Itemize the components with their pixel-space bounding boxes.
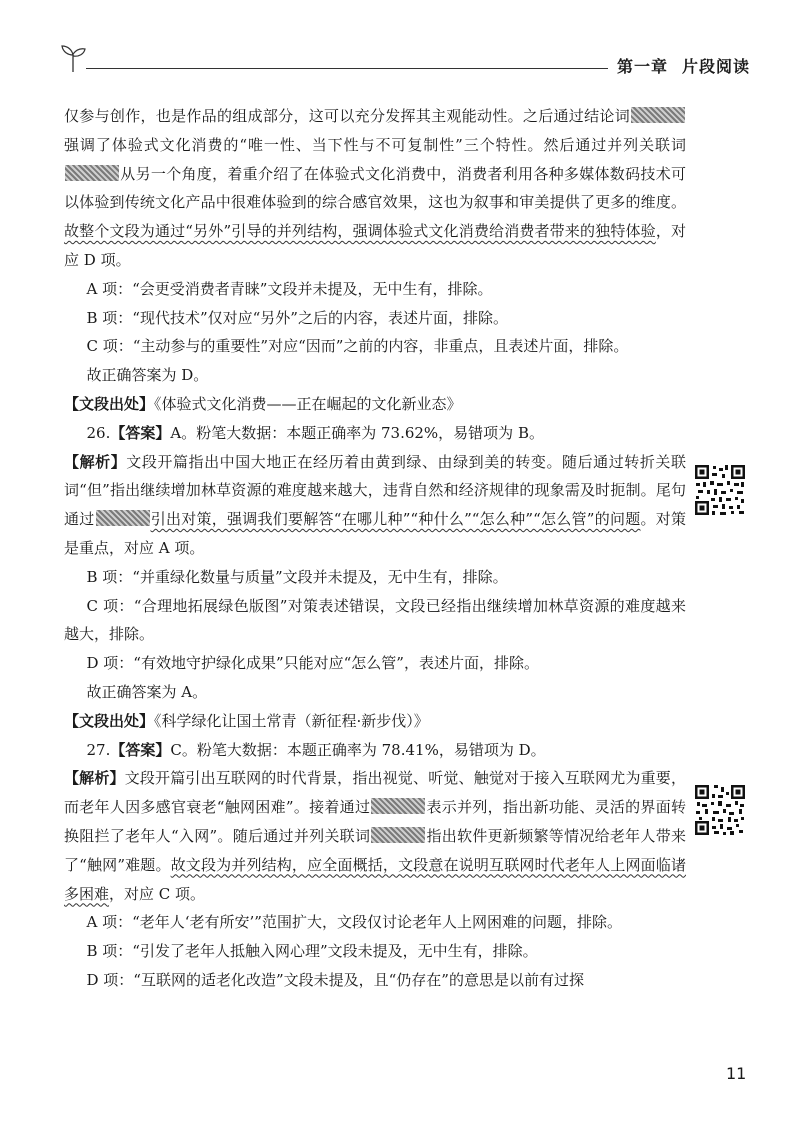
option-b: B 项：“引发了老年人抵触入网心理”文段未提及，无中生有，排除。 bbox=[86, 942, 538, 961]
source-title: 《科学绿化让国土常青（新征程·新步伐）》 bbox=[154, 711, 429, 730]
qr-code-icon[interactable] bbox=[693, 783, 747, 837]
answer-label: 【答案】 bbox=[110, 740, 171, 759]
underlined-key-sentence: 引出对策，强调我们要解答“在哪儿种”“种什么”“怎么种”“怎么管”的问题 bbox=[150, 510, 641, 529]
option-d: D 项：“互联网的适老化改造”文段未提及，且“仍存在”的意思是以前有过探 bbox=[86, 970, 584, 989]
page-number: 11 bbox=[726, 1064, 747, 1083]
redacted-keyword bbox=[96, 510, 150, 526]
answer-line-27 bbox=[64, 736, 686, 765]
redacted-keyword bbox=[65, 165, 119, 181]
chapter-title bbox=[617, 54, 750, 77]
chapter-number: 第一章 bbox=[616, 57, 668, 76]
text-run: ，对应 D 项。 bbox=[64, 222, 686, 269]
text-run: 文段开篇引出互联网的时代背景，指出视觉、听觉、触觉对于接入互联网尤为重要，而老年人因多感官衰老“触网困难”。接着通过 bbox=[64, 769, 686, 817]
question-number: 26. bbox=[86, 423, 111, 442]
text-run: 从另一个角度，着重介绍了在体验式文化消费中，消费者利用各种多媒体数码技术可以体验到传统文化产品中很难体验到的综合感官效果，这也为叙事和审美提供了更多的维度。 bbox=[64, 164, 686, 212]
underlined-key-sentence: 故整个文段为通过“另外”引导的并列结构，强调体验式文化消费给消费者带来的独特体验 bbox=[64, 222, 656, 241]
source-line bbox=[64, 390, 686, 419]
option-b: B 项：“现代技术”仅对应“另外”之后的内容，表述片面，排除。 bbox=[86, 308, 508, 327]
redacted-keyword bbox=[371, 827, 425, 843]
page-content bbox=[64, 102, 686, 995]
question-number: 27. bbox=[86, 740, 111, 759]
text-run: ，对应 C 项。 bbox=[109, 884, 206, 903]
text-run: 指出软件更新频繁等情况给老年人带来了“触网”难题。 bbox=[64, 826, 686, 874]
final-answer: 故正确答案为 D。 bbox=[86, 366, 209, 385]
answer-label: 【答案】 bbox=[110, 423, 171, 442]
text-run: 文段开篇指出中国大地正在经历着由黄到绿、由绿到美的转变。随后通过转折关联词“但”指出继续增加林草资源的难度越来越大，违背自然和经济规律的现象需及时扼制。尾句通过 bbox=[64, 452, 686, 529]
section-title: 片段阅读 bbox=[681, 57, 750, 76]
underlined-key-sentence: 故文段为并列结构，应全面概括，文段意在说明互联网时代老年人上网面临诸多困难 bbox=[64, 855, 686, 903]
source-line bbox=[64, 707, 686, 736]
text-run: 仅参与创作，也是作品的组成部分，这可以充分发挥其主观能动性。之后通过结论词 bbox=[64, 107, 630, 125]
source-label: 【文段出处】 bbox=[64, 394, 155, 413]
header-rule bbox=[86, 68, 608, 69]
page-header bbox=[60, 40, 750, 80]
source-title: 《体验式文化消费——正在崛起的文化新业态》 bbox=[154, 394, 462, 413]
qr-code-icon[interactable] bbox=[693, 463, 747, 517]
analysis-label: 【解析】 bbox=[64, 452, 127, 471]
text-run: 。对策是重点，对应 A 项。 bbox=[64, 510, 686, 557]
option-a: A 项：“会更受消费者青睐”文段并未提及，无中生有，排除。 bbox=[86, 279, 493, 298]
answer-text: C。粉笔大数据：本题正确率为 78.41%，易错项为 D。 bbox=[170, 740, 546, 759]
analysis-label: 【解析】 bbox=[64, 769, 125, 788]
text-run: 表示并列，指出新功能、灵活的界面转换阻拦了老年人“入网”。随后通过并列关联词 bbox=[64, 798, 686, 845]
final-answer: 故正确答案为 A。 bbox=[86, 682, 208, 701]
answer-line-26 bbox=[64, 419, 686, 448]
analysis-26 bbox=[64, 448, 686, 563]
option-c: C 项：“主动参与的重要性”对应“因而”之前的内容，非重点，且表述片面，排除。 bbox=[86, 337, 629, 356]
option-c: C 项：“合理地拓展绿色版图”对策表述错误，文段已经指出继续增加林草资源的难度越来越大，排除。 bbox=[64, 596, 686, 644]
paragraph-q25-analysis bbox=[64, 102, 686, 275]
option-b: B 项：“并重绿化数量与质量”文段并未提及，无中生有，排除。 bbox=[86, 567, 508, 586]
source-label: 【文段出处】 bbox=[64, 711, 155, 730]
text-run: 强调了体验式文化消费的“唯一性、当下性与不可复制性”三个特性。然后通过并列关联词 bbox=[64, 135, 686, 154]
redacted-keyword bbox=[371, 798, 425, 814]
answer-text: A。粉笔大数据：本题正确率为 73.62%，易错项为 B。 bbox=[170, 423, 544, 442]
option-a: A 项：“老年人‘老有所安’”范围扩大，文段仅讨论老年人上网困难的问题，排除。 bbox=[86, 913, 622, 932]
sprout-icon bbox=[60, 42, 86, 74]
redacted-keyword bbox=[631, 107, 685, 123]
option-d: D 项：“有效地守护绿化成果”只能对应“怎么管”，表述片面，排除。 bbox=[86, 654, 539, 673]
analysis-27 bbox=[64, 764, 686, 908]
